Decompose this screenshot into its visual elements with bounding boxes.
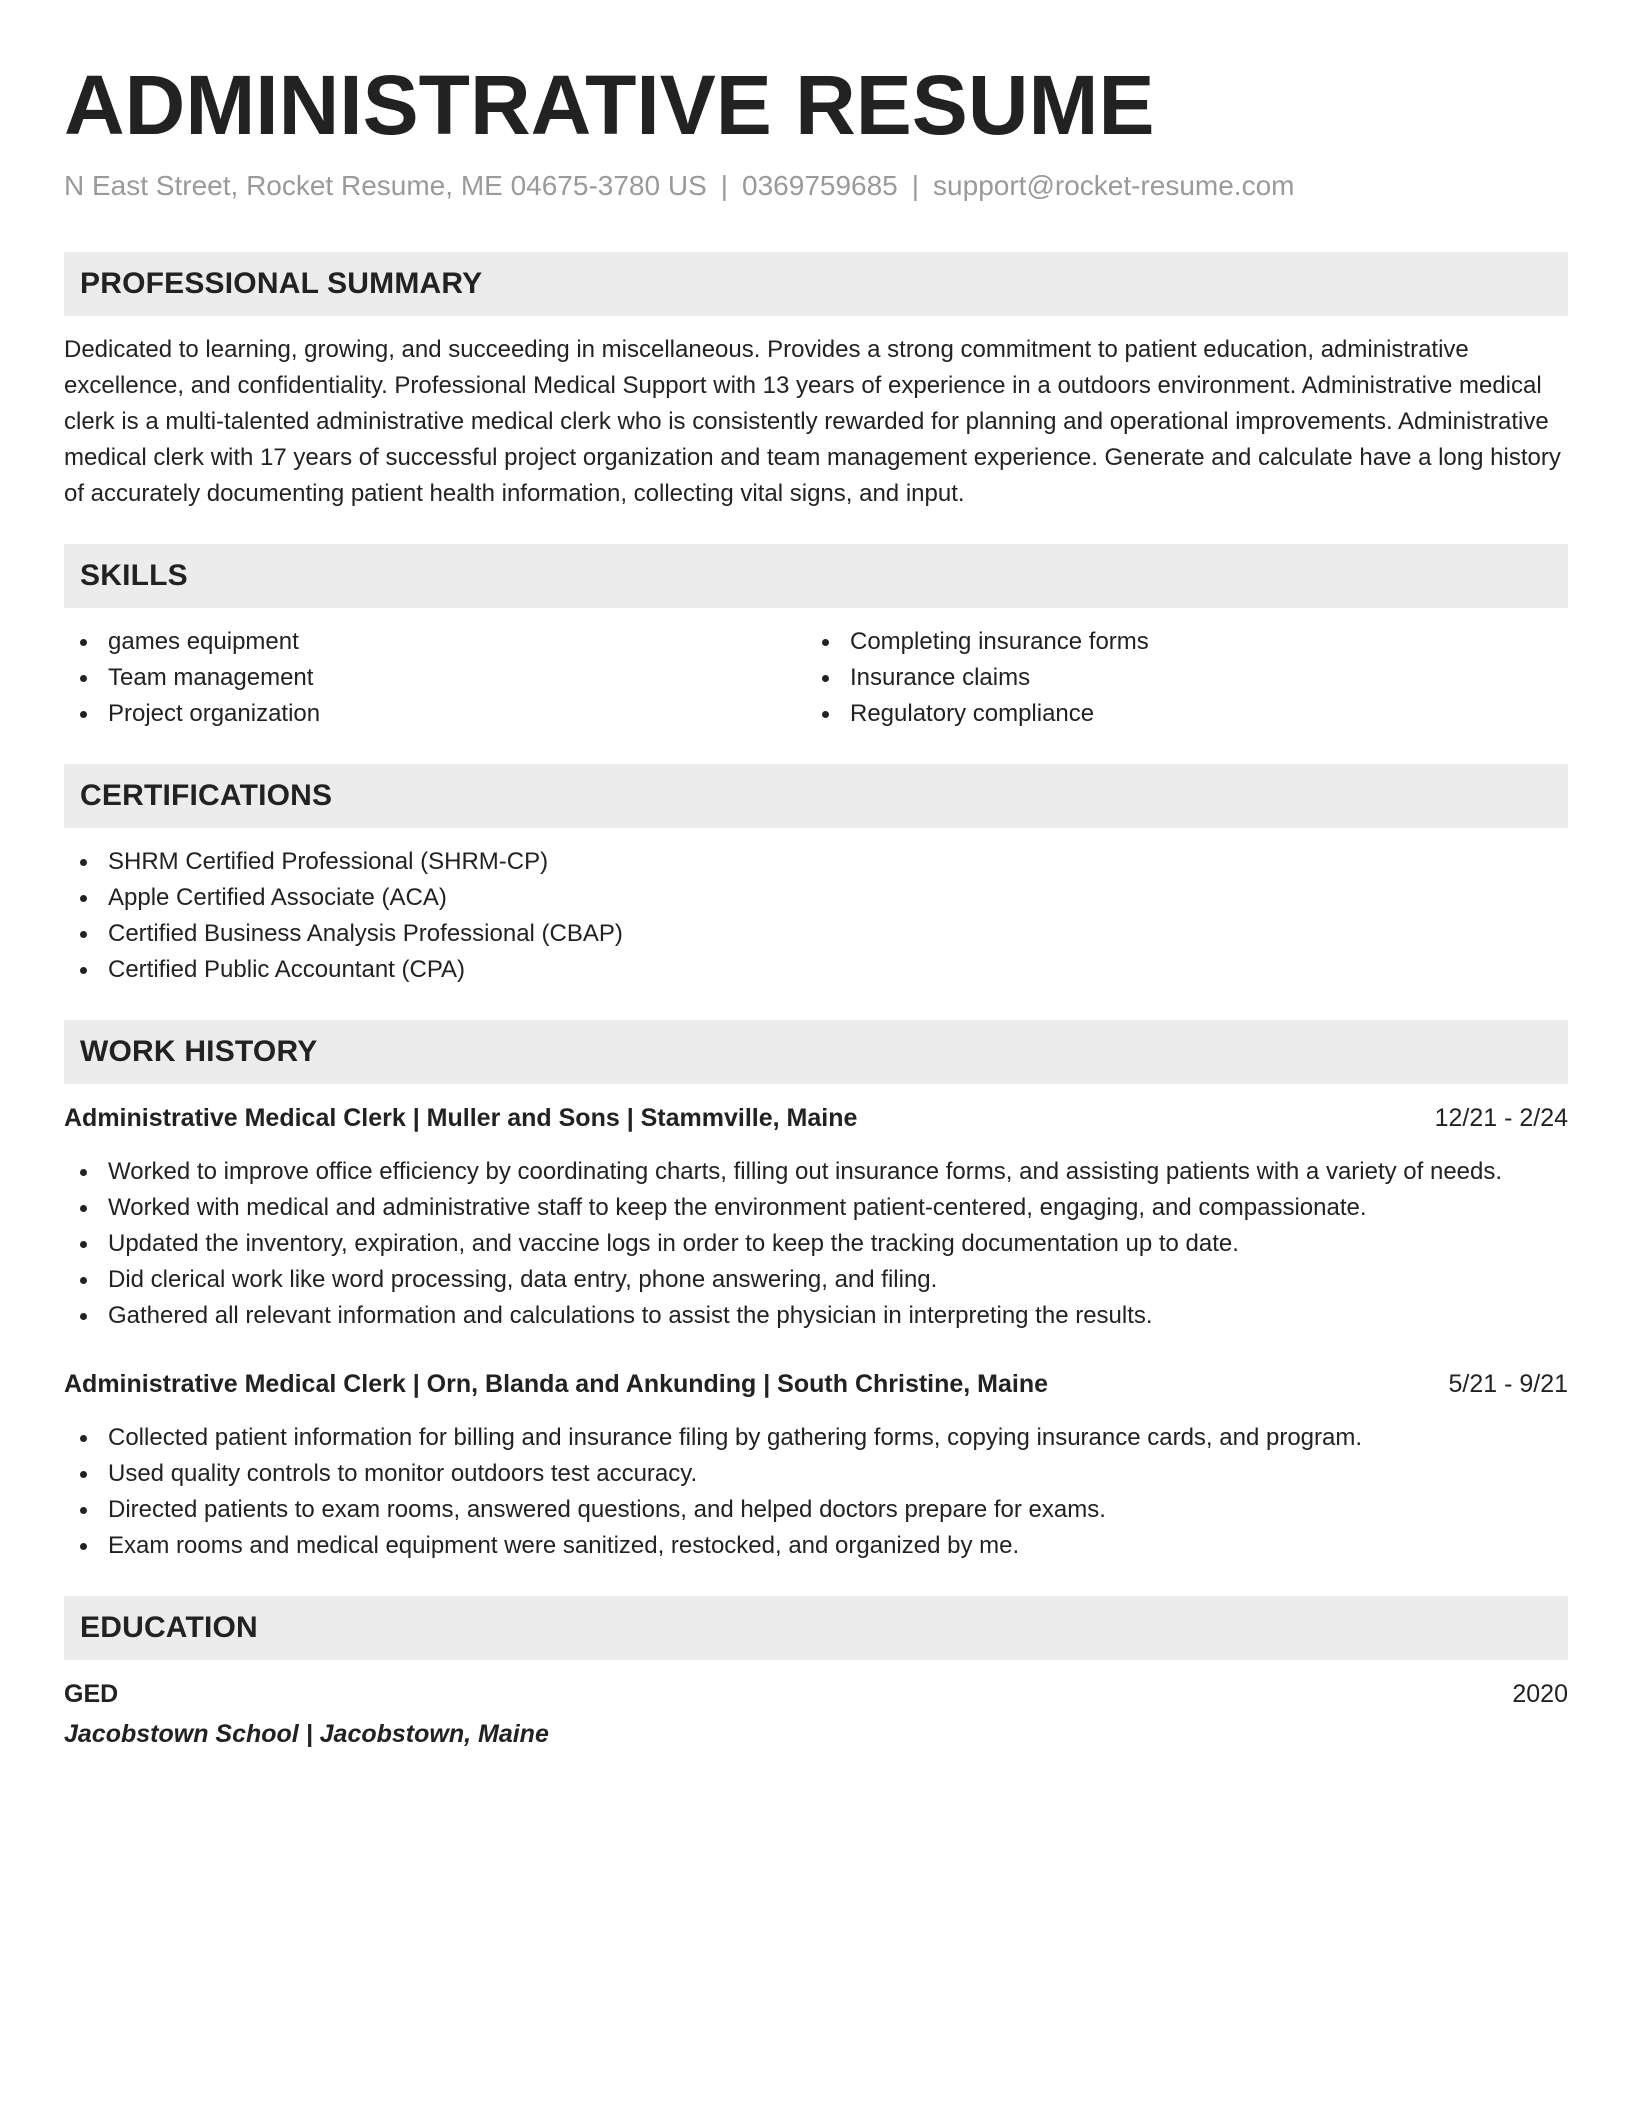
list-item: Completing insurance forms [806, 624, 1548, 660]
list-item: Certified Public Accountant (CPA) [64, 952, 1568, 988]
resume-page [64, 0, 1568, 1752]
contact-phone: 0369759685 [742, 170, 898, 201]
education-year: 2020 [1512, 1680, 1568, 1708]
list-item: Regulatory compliance [806, 696, 1548, 732]
skills-column-right [806, 624, 1548, 732]
section-heading-summary: PROFESSIONAL SUMMARY [64, 252, 1568, 316]
list-item: Project organization [64, 696, 806, 732]
list-item: games equipment [64, 624, 806, 660]
skills-column-left [64, 624, 806, 732]
skills-columns [64, 624, 1568, 732]
list-item: Gathered all relevant information and calculations to assist the physician in interpreting the results. [64, 1298, 1568, 1334]
list-item: Collected patient information for billing and insurance filing by gathering forms, copying insurance cards, and program. [64, 1420, 1568, 1456]
job-entry [64, 1366, 1568, 1564]
skills-section [64, 544, 1568, 732]
list-item: Insurance claims [806, 660, 1548, 696]
job-dates: 5/21 - 9/21 [1448, 1370, 1568, 1398]
list-item: Worked to improve office efficiency by coordinating charts, filling out insurance forms, and assisting patients with a variety of needs. [64, 1154, 1568, 1190]
job-header [64, 1366, 1568, 1402]
list-item: Updated the inventory, expiration, and vaccine logs in order to keep the tracking documentation up to date. [64, 1226, 1568, 1262]
certifications-section [64, 764, 1568, 988]
education-school: Jacobstown School | Jacobstown, Maine [64, 1720, 549, 1748]
section-heading-work-history: WORK HISTORY [64, 1020, 1568, 1084]
education-section [64, 1596, 1568, 1752]
section-heading-education: EDUCATION [64, 1596, 1568, 1660]
summary-text: Dedicated to learning, growing, and succeeding in miscellaneous. Provides a strong commitment to patient education, administrative excellence, and confidentiality. Professional Medical Support with 13 years of experience in a outdoors environment. Administrative medical clerk is a multi-talented administrative medical clerk who is consistently rewarded for planning and operational improvements. Administrative medical clerk with 17 years of successful project organization and team management experience. Generate and calculate have a long history of accurately documenting patient health information, collecting vital signs, and input. [64, 336, 1561, 507]
education-degree: GED [64, 1680, 119, 1708]
list-item: SHRM Certified Professional (SHRM-CP) [64, 844, 1568, 880]
list-item: Used quality controls to monitor outdoors test accuracy. [64, 1456, 1568, 1492]
list-item: Team management [64, 660, 806, 696]
contact-line [64, 168, 1568, 204]
job-dates: 12/21 - 2/24 [1434, 1104, 1568, 1132]
education-header [64, 1676, 1568, 1712]
section-heading-certifications: CERTIFICATIONS [64, 764, 1568, 828]
list-item: Apple Certified Associate (ACA) [64, 880, 1568, 916]
resume-title: ADMINISTRATIVE RESUME [64, 58, 1155, 152]
summary-section [64, 252, 1568, 512]
section-heading-skills: SKILLS [64, 544, 1568, 608]
certifications-list [64, 844, 1568, 988]
work-history-section [64, 1020, 1568, 1564]
contact-separator: | [720, 170, 729, 201]
list-item: Directed patients to exam rooms, answered questions, and helped doctors prepare for exams. [64, 1492, 1568, 1528]
list-item: Worked with medical and administrative staff to keep the environment patient-centered, engaging, and compassionate. [64, 1190, 1568, 1226]
job-header [64, 1100, 1568, 1136]
list-item: Certified Business Analysis Professional (CBAP) [64, 916, 1568, 952]
job-title: Administrative Medical Clerk | Orn, Blanda and Ankunding | South Christine, Maine [64, 1370, 1049, 1398]
job-entry [64, 1100, 1568, 1334]
contact-separator: | [911, 170, 920, 201]
list-item: Exam rooms and medical equipment were sanitized, restocked, and organized by me. [64, 1528, 1568, 1564]
job-bullets [64, 1154, 1568, 1334]
list-item: Did clerical work like word processing, data entry, phone answering, and filing. [64, 1262, 1568, 1298]
job-title: Administrative Medical Clerk | Muller and Sons | Stammville, Maine [64, 1104, 858, 1132]
job-bullets [64, 1420, 1568, 1564]
contact-address: N East Street, Rocket Resume, ME 04675-3780 US [64, 170, 707, 201]
contact-email: support@rocket-resume.com [933, 170, 1295, 201]
